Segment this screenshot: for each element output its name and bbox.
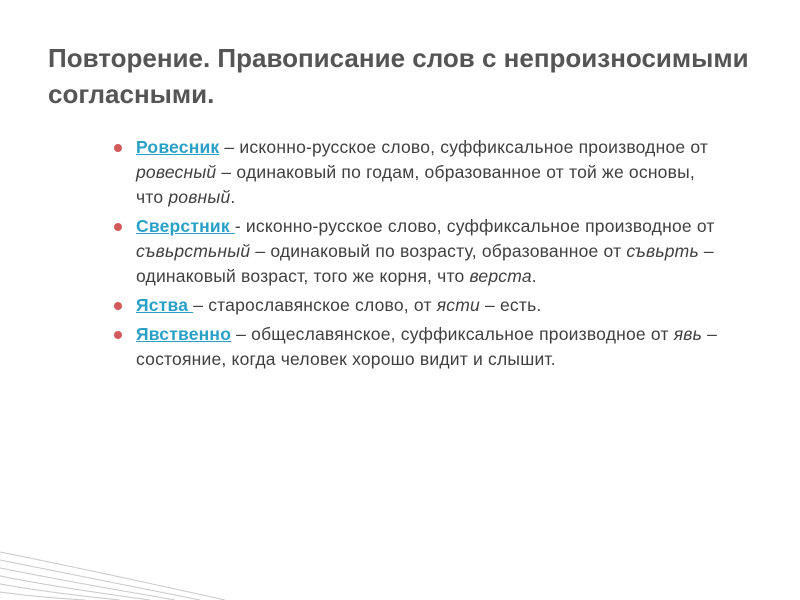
bullet-italic-word: верста: [469, 266, 532, 286]
bullet-item-yavstvenno: [112, 322, 722, 372]
bullet-italic-word: съвьрстьный: [136, 241, 251, 261]
bullet-text: – общеславянское, суффиксальное производное от: [231, 324, 674, 344]
bullet-text: – одинаковый возраст, того же корня, что: [136, 241, 714, 286]
slide-title: Повторение. Правописание слов с непроизносимыми согласными.: [48, 43, 749, 109]
bullet-item-rovesnik: [112, 135, 722, 210]
bullet-italic-word: съвьрть: [626, 241, 699, 261]
bullet-text: - исконно-русское слово, суффиксальное производное от: [234, 216, 715, 236]
bullet-list: [112, 135, 722, 376]
bullet-text: – одинаковый по возрасту, образованное от: [250, 241, 627, 261]
bullet-text: – есть.: [479, 295, 542, 315]
term-link-rovesnik[interactable]: Ровесник: [136, 137, 220, 157]
bullet-italic-word: ровный: [168, 187, 231, 207]
bullet-text: – исконно-русское слово, суффиксальное производное от: [219, 137, 709, 157]
bullet-text: – состояние, когда человек хорошо видит и слышит.: [136, 324, 718, 369]
bullet-item-sverstnik: [112, 214, 722, 289]
term-link-sverstnik[interactable]: Сверстник: [136, 216, 235, 236]
bullet-text: – одинаковый по годам, образованное от той же основы, что: [136, 162, 695, 207]
bullet-text: .: [531, 266, 537, 286]
bullet-dot-icon: [114, 331, 122, 339]
decorative-lines: [0, 490, 230, 600]
bullet-italic-word: ясти: [436, 295, 480, 315]
bullet-italic-word: явь: [673, 324, 703, 344]
bullet-text: – старославянское слово, от: [193, 295, 437, 315]
bullet-dot-icon: [114, 302, 122, 310]
term-link-yavstvenno[interactable]: Явственно: [136, 324, 232, 344]
bullet-dot-icon: [114, 223, 122, 231]
bullet-italic-word: ровесный: [136, 162, 217, 182]
bullet-item-yastva: [112, 293, 722, 318]
bullet-text: .: [230, 187, 236, 207]
bullet-dot-icon: [114, 144, 122, 152]
term-link-yastva[interactable]: Яства: [136, 295, 194, 315]
